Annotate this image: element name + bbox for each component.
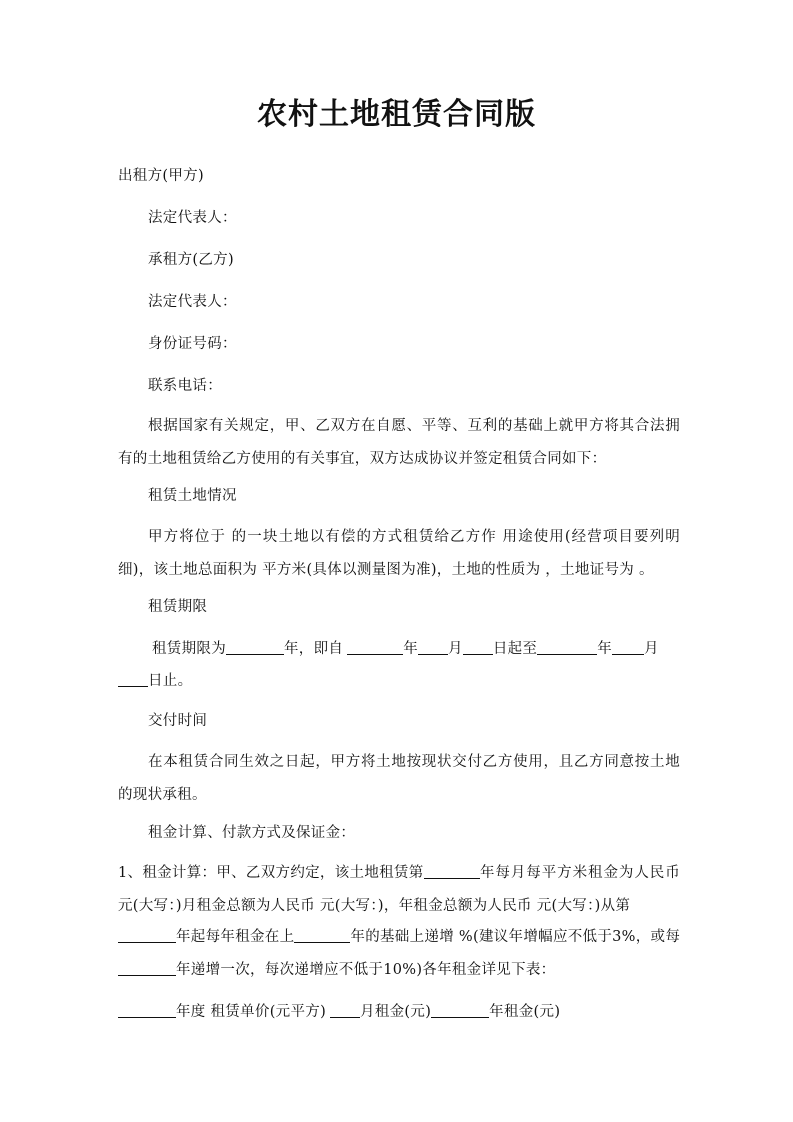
lease-term-text-7: 月 bbox=[644, 641, 659, 657]
table-col-year-unit: 年度 租赁单价(元平方) bbox=[176, 1004, 327, 1020]
paragraph-lessee: 承租方(乙方) bbox=[148, 252, 234, 268]
heading-land-status: 租赁土地情况 bbox=[148, 488, 237, 504]
blank-line bbox=[418, 640, 448, 655]
blank-line bbox=[537, 640, 597, 655]
paragraph-land-status: 甲方将位于 的一块土地以有偿的方式租赁给乙方作 用途使用(经营项目要列明细)，该土地总面积为 平方米(具体以测量图为准)，土地的性质为 ，土地证号为 。 bbox=[118, 529, 680, 578]
blank-line bbox=[294, 928, 350, 943]
lease-term-text-4: 月 bbox=[448, 641, 463, 657]
paragraph-lease-term-cont bbox=[118, 665, 680, 698]
table-col-monthly: 月租金(元) bbox=[360, 1004, 432, 1020]
lease-term-text-5: 日起至 bbox=[492, 641, 538, 657]
paragraph-phone: 联系电话： bbox=[148, 378, 222, 394]
paragraph-lease-term bbox=[118, 633, 680, 666]
rent-line-4 bbox=[118, 954, 680, 987]
blank-line bbox=[118, 961, 176, 976]
rent-text-5: 年递增一次，每次递增应不低于10%)各年租金详见下表： bbox=[176, 962, 556, 978]
blank-line bbox=[330, 1003, 360, 1018]
rent-text-2: 年每月每平方米租金为人民币元(大写：)月租金总额为人民币 元(大写：)，年租金总额为人民币 元(大写：)从第 bbox=[118, 865, 680, 914]
rent-text-1: 1、租金计算：甲、乙双方约定，该土地租赁第 bbox=[118, 865, 424, 881]
heading-lease-term: 租赁期限 bbox=[148, 599, 208, 615]
blank-line bbox=[463, 640, 493, 655]
rent-text-3: 年起每年租金在上 bbox=[176, 929, 295, 945]
table-col-yearly: 年租金(元) bbox=[489, 1004, 561, 1020]
rent-line-3 bbox=[118, 921, 680, 954]
blank-line bbox=[226, 640, 284, 655]
heading-rent: 租金计算、付款方式及保证金： bbox=[148, 825, 356, 841]
blank-line bbox=[347, 640, 403, 655]
rent-paragraph bbox=[118, 857, 680, 923]
document-title: 农村土地租赁合同版 bbox=[257, 97, 536, 132]
paragraph-lessor: 出租方(甲方) bbox=[118, 168, 204, 184]
blank-line bbox=[118, 1003, 176, 1018]
paragraph-preamble: 根据国家有关规定，甲、乙双方在自愿、平等、互利的基础上就甲方将其合法拥有的土地租赁给乙方使用的有关事宜，双方达成协议并签定租赁合同如下： bbox=[118, 418, 680, 467]
lease-term-text-1: 租赁期限为 bbox=[152, 641, 226, 657]
heading-delivery: 交付时间 bbox=[148, 713, 208, 729]
paragraph-delivery: 在本租赁合同生效之日起，甲方将土地按现状交付乙方使用，且乙方同意按土地的现状承租。 bbox=[118, 754, 680, 803]
paragraph-lessor-rep: 法定代表人： bbox=[148, 210, 237, 226]
paragraph-id-number: 身份证号码： bbox=[148, 336, 237, 352]
lease-term-text-3: 年 bbox=[403, 641, 419, 657]
lease-term-text-2: 年，即自 bbox=[284, 641, 344, 657]
blank-line bbox=[612, 640, 644, 655]
blank-line bbox=[118, 672, 148, 687]
lease-term-text-6: 年 bbox=[597, 641, 613, 657]
paragraph-lessee-rep: 法定代表人： bbox=[148, 294, 237, 310]
rent-table-header bbox=[118, 996, 680, 1029]
blank-line bbox=[118, 928, 176, 943]
rent-text-4: 年的基础上递增 %(建议年增幅应不低于3%，或每 bbox=[350, 929, 681, 945]
blank-line bbox=[431, 1003, 489, 1018]
lease-term-text-8: 日止。 bbox=[148, 673, 193, 689]
